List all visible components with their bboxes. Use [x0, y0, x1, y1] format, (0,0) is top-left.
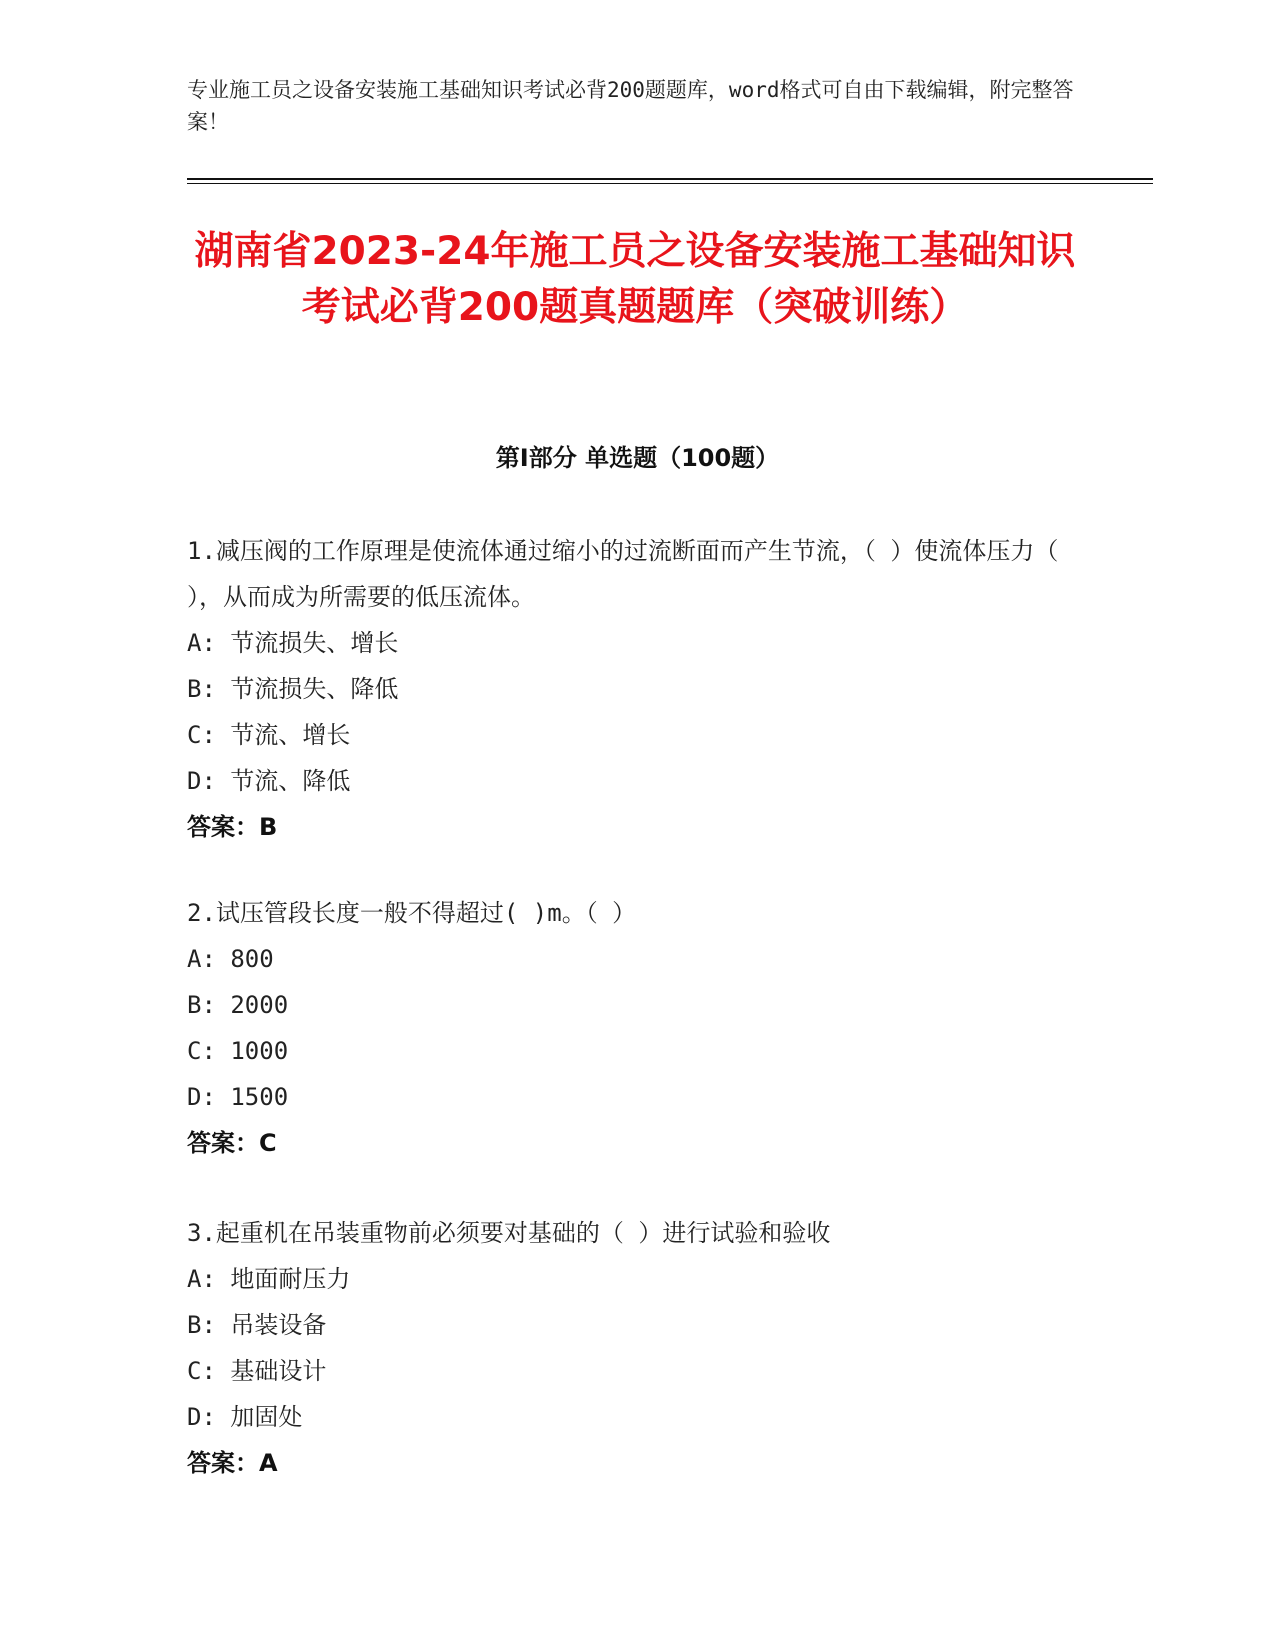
header-note: 专业施工员之设备安装施工基础知识考试必背200题题库，word格式可自由下载编辑，附完整答案！	[187, 78, 1074, 134]
option-b: B: 吊装设备	[187, 1311, 327, 1339]
document-title: 湖南省2023-24年施工员之设备安装施工基础知识考试必背200题真题题库（突破训练）	[194, 229, 1076, 330]
option-d: D: 节流、降低	[187, 767, 351, 795]
question-2	[187, 890, 1067, 1166]
question-stem: 1.减压阀的工作原理是使流体通过缩小的过流断面而产生节流，（ ）使流体压力（ ），从而成为所需要的低压流体。	[187, 537, 1059, 611]
section-title: 第Ⅰ部分 单选题（100题）	[495, 444, 780, 472]
option-c: C: 节流、增长	[187, 721, 351, 749]
option-b: B: 节流损失、降低	[187, 675, 399, 703]
question-stem: 3.起重机在吊装重物前必须要对基础的（ ）进行试验和验收	[187, 1219, 831, 1247]
question-1	[187, 528, 1067, 850]
option-a: A: 节流损失、增长	[187, 629, 399, 657]
option-d: D: 1500	[187, 1083, 289, 1111]
header-rule-thick	[187, 178, 1153, 180]
option-a: A: 地面耐压力	[187, 1265, 351, 1293]
header-rule-thin	[187, 183, 1153, 184]
answer: 答案：A	[187, 1449, 278, 1477]
question-stem: 2.试压管段长度一般不得超过( )m。（ ）	[187, 899, 637, 927]
question-3	[187, 1210, 1067, 1486]
option-c: C: 1000	[187, 1037, 289, 1065]
answer: 答案：B	[187, 813, 278, 841]
option-b: B: 2000	[187, 991, 289, 1019]
option-a: A: 800	[187, 945, 274, 973]
option-c: C: 基础设计	[187, 1357, 327, 1385]
option-d: D: 加固处	[187, 1403, 303, 1431]
answer: 答案：C	[187, 1129, 277, 1157]
